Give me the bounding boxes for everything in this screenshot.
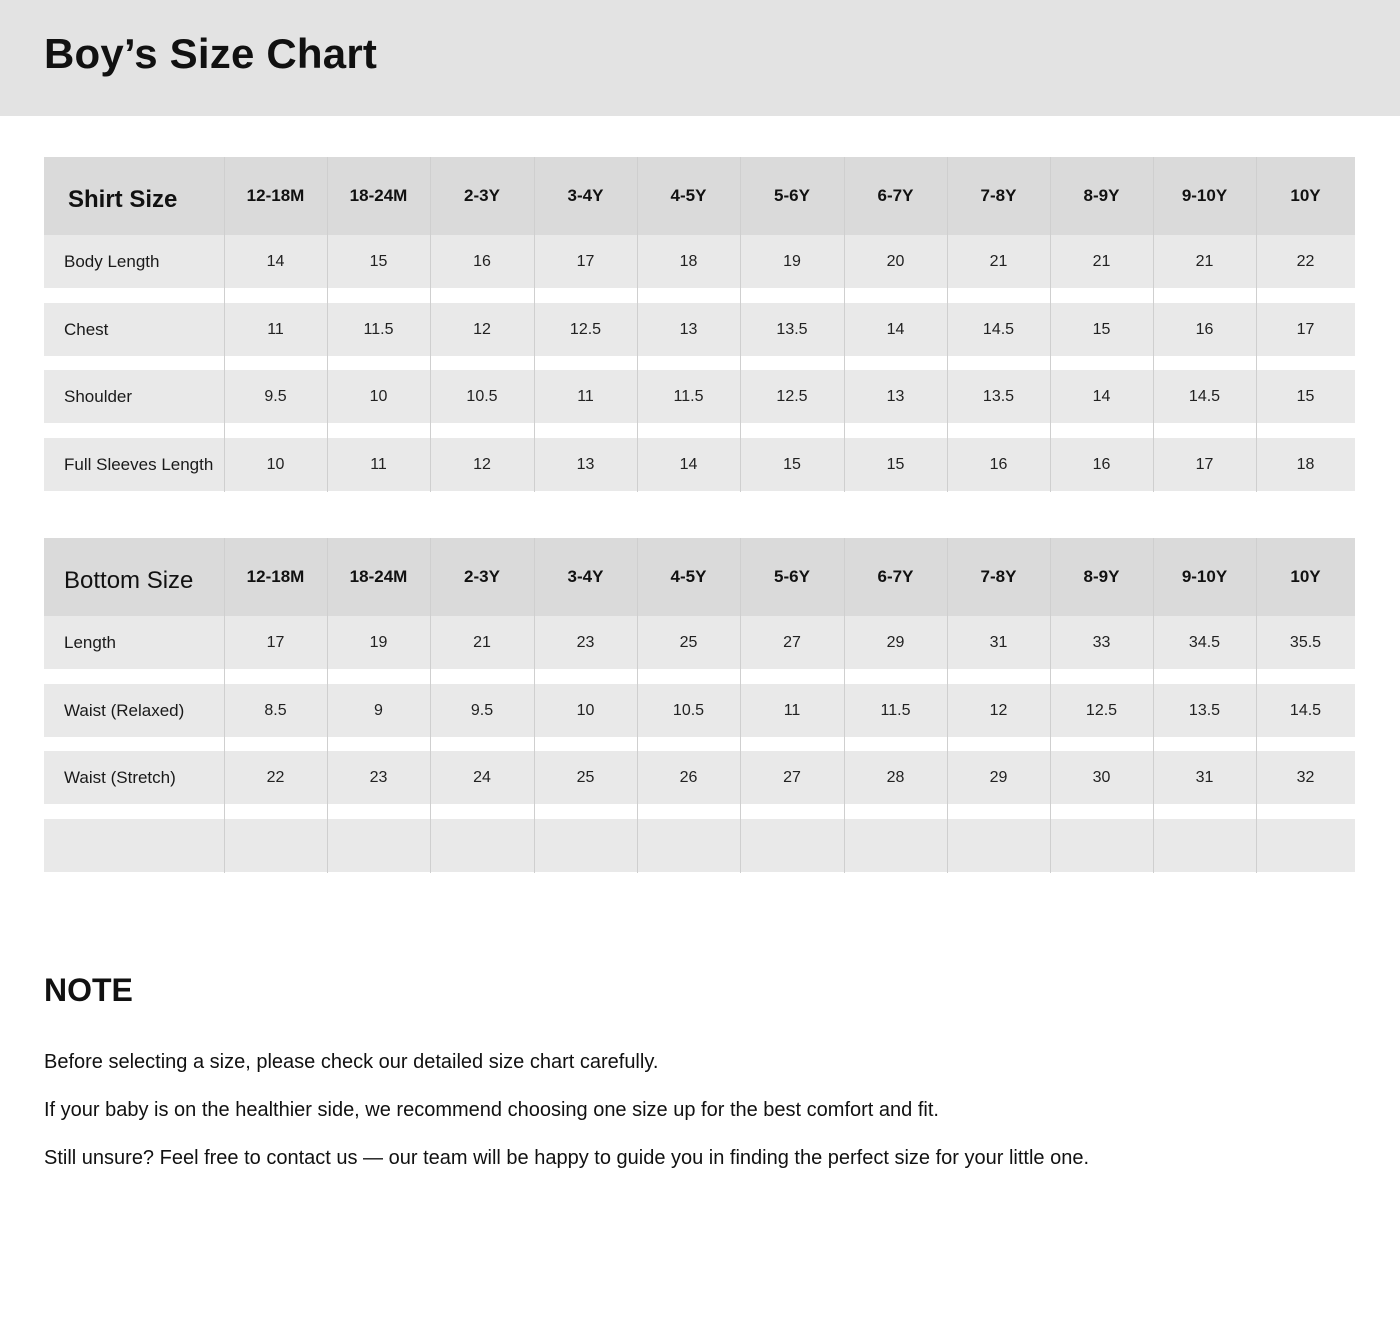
page-title: Boy’s Size Chart	[44, 30, 378, 77]
table-cell: 29	[989, 768, 1008, 786]
column-divider	[224, 538, 225, 873]
table-cell: 30	[1092, 768, 1111, 786]
table-cell: 29	[886, 633, 905, 651]
table-cell: 20	[886, 252, 905, 270]
table-cell: 27	[783, 633, 801, 651]
row-label: Length	[64, 632, 116, 652]
size-header-18-24M: 18-24M	[349, 186, 408, 205]
table-cell: 31	[989, 633, 1008, 651]
bottom-header-row	[44, 538, 1355, 616]
table-cell: 12.5	[1085, 701, 1118, 719]
column-divider	[844, 538, 845, 873]
column-divider	[534, 157, 535, 492]
table-cell: 13.5	[1188, 701, 1221, 719]
table-row	[44, 370, 1355, 423]
table-cell: 10	[576, 701, 595, 719]
table-cell: 8.5	[264, 701, 287, 719]
table-cell	[327, 819, 430, 872]
table-cell: 11	[577, 387, 594, 405]
size-header-7-8Y: 7-8Y	[980, 186, 1017, 205]
table-cell: 23	[576, 633, 595, 651]
table-cell: 16	[1092, 455, 1111, 473]
size-header-8-9Y: 8-9Y	[1083, 567, 1120, 586]
table-cell: 12.5	[569, 320, 602, 338]
column-divider	[740, 157, 741, 492]
note-line: Still unsure? Feel free to contact us — our team will be happy to guide you in finding the perfect size for your little one.	[44, 1147, 1090, 1169]
table-cell	[1050, 819, 1153, 872]
table-cell: 10	[266, 455, 285, 473]
table-cell: 16	[989, 455, 1008, 473]
size-header-7-8Y: 7-8Y	[980, 567, 1017, 586]
table-cell: 17	[1195, 455, 1214, 473]
table-cell	[1256, 819, 1355, 872]
size-header-12-18M: 12-18M	[246, 186, 305, 205]
table-cell: 15	[886, 455, 905, 473]
column-divider	[1256, 157, 1257, 492]
table-cell: 21	[1092, 252, 1111, 270]
column-divider	[1050, 157, 1051, 492]
table-cell: 24	[473, 768, 491, 786]
row-label: Full Sleeves Length	[64, 454, 214, 474]
size-header-2-3Y: 2-3Y	[464, 567, 500, 586]
table-cell: 17	[266, 633, 285, 651]
column-divider	[430, 538, 431, 873]
table-cell: 34.5	[1188, 633, 1221, 651]
row-label: Body Length	[64, 251, 160, 271]
table-row	[44, 235, 1355, 288]
table-cell: 18	[1296, 455, 1315, 473]
table-cell: 14.5	[982, 320, 1015, 338]
table-cell: 11	[783, 701, 801, 719]
table-cell: 26	[679, 768, 698, 786]
table-cell	[534, 819, 637, 872]
note-title: NOTE	[44, 972, 133, 1008]
table-cell: 14	[886, 320, 905, 338]
table-cell: 11.5	[673, 387, 704, 405]
table-cell: 11	[370, 455, 387, 473]
table-cell: 16	[473, 252, 491, 270]
table-cell: 9	[374, 701, 383, 719]
bottom-header-label: Bottom Size	[64, 567, 194, 594]
table-cell: 28	[886, 768, 905, 786]
row-label: Shoulder	[64, 386, 133, 406]
table-cell: 25	[679, 633, 698, 651]
row-label: Waist (Relaxed)	[64, 700, 185, 720]
table-cell: 21	[989, 252, 1008, 270]
size-header-10Y: 10Y	[1290, 186, 1321, 205]
table-cell: 10.5	[672, 701, 705, 719]
table-cell: 23	[369, 768, 388, 786]
shirt-header-row	[44, 157, 1355, 235]
column-divider	[327, 538, 328, 873]
column-divider	[224, 157, 225, 492]
table-cell: 14.5	[1188, 387, 1221, 405]
size-header-9-10Y: 9-10Y	[1181, 567, 1228, 586]
table-row	[44, 684, 1355, 737]
shirt-header-label: Shirt Size	[68, 186, 178, 213]
size-header-12-18M: 12-18M	[246, 567, 305, 586]
column-divider	[430, 157, 431, 492]
size-header-6-7Y: 6-7Y	[877, 567, 914, 586]
table-cell: 13	[576, 455, 595, 473]
table-cell: 15	[369, 252, 388, 270]
table-cell: 12	[473, 320, 491, 338]
table-cell: 22	[266, 768, 285, 786]
table-cell: 12	[989, 701, 1008, 719]
column-divider	[1050, 538, 1051, 873]
size-header-10Y: 10Y	[1290, 567, 1321, 586]
table-cell: 13	[886, 387, 905, 405]
size-header-6-7Y: 6-7Y	[877, 186, 914, 205]
note-line: Before selecting a size, please check our detailed size chart carefully.	[44, 1051, 659, 1073]
table-cell: 27	[783, 768, 801, 786]
row-label: Waist (Stretch)	[64, 767, 176, 787]
table-cell: 12.5	[776, 387, 808, 405]
table-cell: 14	[266, 252, 285, 270]
column-divider	[1153, 538, 1154, 873]
table-cell: 21	[1195, 252, 1214, 270]
column-divider	[947, 157, 948, 492]
row-label: Chest	[64, 319, 109, 339]
table-row	[44, 438, 1355, 491]
size-header-4-5Y: 4-5Y	[670, 567, 707, 586]
table-cell: 17	[576, 252, 595, 270]
table-cell	[1153, 819, 1256, 872]
row-label	[44, 819, 224, 872]
table-cell: 32	[1296, 768, 1315, 786]
table-cell	[740, 819, 844, 872]
table-cell: 11	[267, 320, 284, 338]
table-cell: 17	[1296, 320, 1315, 338]
table-cell: 9.5	[470, 701, 494, 719]
table-cell: 12	[473, 455, 491, 473]
size-header-5-6Y: 5-6Y	[774, 186, 810, 205]
table-cell: 13.5	[776, 320, 808, 338]
column-divider	[844, 157, 845, 492]
table-cell	[430, 819, 534, 872]
size-header-5-6Y: 5-6Y	[774, 567, 810, 586]
column-divider	[327, 157, 328, 492]
table-cell	[224, 819, 327, 872]
table-cell: 19	[369, 633, 388, 651]
table-row	[44, 616, 1355, 669]
table-cell: 9.5	[264, 387, 287, 405]
table-cell: 13	[679, 320, 698, 338]
table-cell: 21	[473, 633, 491, 651]
table-cell: 14	[679, 455, 698, 473]
table-cell: 15	[1296, 387, 1315, 405]
table-cell: 16	[1195, 320, 1214, 338]
table-cell: 19	[783, 252, 801, 270]
size-header-8-9Y: 8-9Y	[1083, 186, 1120, 205]
size-header-3-4Y: 3-4Y	[567, 186, 604, 205]
table-row	[44, 819, 1355, 872]
size-header-9-10Y: 9-10Y	[1181, 186, 1228, 205]
table-cell: 14	[1092, 387, 1111, 405]
size-header-18-24M: 18-24M	[349, 567, 408, 586]
column-divider	[947, 538, 948, 873]
column-divider	[1256, 538, 1257, 873]
column-divider	[1153, 157, 1154, 492]
size-header-2-3Y: 2-3Y	[464, 186, 500, 205]
table-cell: 31	[1195, 768, 1214, 786]
table-cell	[947, 819, 1050, 872]
table-cell: 35.5	[1289, 633, 1322, 651]
table-cell: 15	[783, 455, 801, 473]
table-cell: 33	[1092, 633, 1111, 651]
table-cell: 15	[1092, 320, 1111, 338]
table-cell	[844, 819, 947, 872]
table-cell	[637, 819, 740, 872]
table-cell: 10	[369, 387, 388, 405]
size-header-4-5Y: 4-5Y	[670, 186, 707, 205]
table-cell: 13.5	[982, 387, 1015, 405]
table-cell: 18	[679, 252, 698, 270]
table-cell: 25	[576, 768, 595, 786]
table-cell: 22	[1296, 252, 1315, 270]
note-line: If your baby is on the healthier side, we recommend choosing one size up for the best comfort and fit.	[44, 1099, 939, 1121]
column-divider	[740, 538, 741, 873]
column-divider	[637, 538, 638, 873]
table-cell: 14.5	[1289, 701, 1322, 719]
table-cell: 11.5	[880, 701, 911, 719]
table-cell: 11.5	[363, 320, 394, 338]
column-divider	[637, 157, 638, 492]
table-row	[44, 303, 1355, 356]
size-header-3-4Y: 3-4Y	[567, 567, 604, 586]
table-cell: 10.5	[466, 387, 498, 405]
column-divider	[534, 538, 535, 873]
table-row	[44, 751, 1355, 804]
